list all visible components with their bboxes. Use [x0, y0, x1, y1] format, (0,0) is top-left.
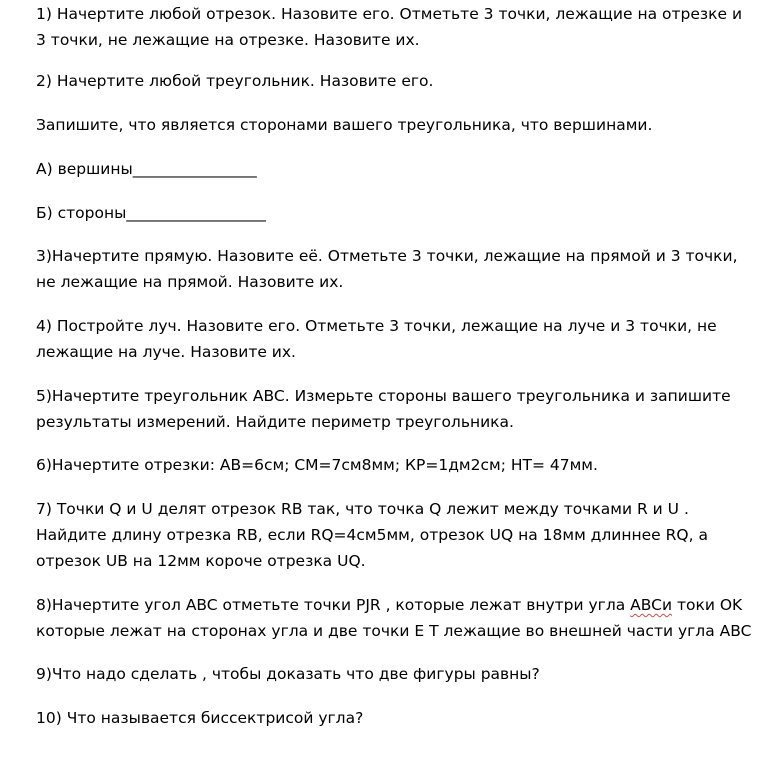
- task-9: [36, 661, 736, 687]
- task-1-line-2: 3 точки, не лежащие на отрезке. Назовите их.: [36, 31, 420, 49]
- task-3-line-1: 3)Начертите прямую. Назовите её. Отметьте 3 точки, лежащие на прямой и 3 точки,: [36, 247, 738, 265]
- answer-sides-line: Б) стороны__________________: [36, 204, 266, 222]
- task-3: [36, 243, 736, 295]
- task-7: [36, 496, 736, 574]
- task-7-line-3: отрезок UB на 12мм короче отрезка UQ.: [36, 552, 366, 570]
- spellcheck-word: ABCи: [630, 596, 673, 614]
- task-8-line-2: которые лежат на сторонах угла и две точки E T лежащие во внешней части угла ABC: [36, 622, 752, 640]
- task-2-line-1: 2) Начертите любой треугольник. Назовите его.: [36, 72, 434, 90]
- task-6: [36, 452, 736, 478]
- task-8: [36, 592, 752, 644]
- task-2-instruction: [36, 112, 736, 138]
- task-5-line-2: результаты измерений. Найдите периметр треугольника.: [36, 413, 514, 431]
- task-7-line-2: Найдите длину отрезка RB, если RQ=4см5мм, отрезок UQ на 18мм длиннее RQ, а: [36, 526, 708, 544]
- answer-vertices-line: А) вершины________________: [36, 160, 257, 178]
- task-3-line-2: не лежащие на прямой. Назовите их.: [36, 273, 344, 291]
- task-10: [36, 705, 736, 731]
- task-4-line-1: 4) Постройте луч. Назовите его. Отметьте 3 точки, лежащие на луче и 3 точки, не: [36, 317, 717, 335]
- task-5: [36, 383, 736, 435]
- task-1: [36, 1, 743, 53]
- task-10-line-1: 10) Что называется биссектрисой угла?: [36, 709, 364, 727]
- task-7-line-1: 7) Точки Q и U делят отрезок RB так, что точка Q лежит между точками R и U .: [36, 500, 689, 518]
- answer-vertices: [36, 156, 736, 182]
- task-2: [36, 68, 736, 94]
- task-6-line-1: 6)Начертите отрезки: АВ=6см; СМ=7см8мм; КР=1дм2см; НТ= 47мм.: [36, 456, 598, 474]
- task-8-line-1: [36, 592, 743, 618]
- task-8-line-1-tail: токи OK: [672, 596, 743, 614]
- task-2-instruction-line: Запишите, что является сторонами вашего треугольника, что вершинами.: [36, 116, 653, 134]
- task-8-line-1-head: 8)Начертите угол ABC отметьте точки PJR , которые лежат внутри угла: [36, 596, 631, 614]
- task-4: [36, 313, 736, 365]
- task-4-line-2: лежащие на луче. Назовите их.: [36, 343, 296, 361]
- task-9-line-1: 9)Что надо сделать , чтобы доказать что две фигуры равны?: [36, 665, 540, 683]
- answer-sides: [36, 200, 736, 226]
- task-1-line-1: 1) Начертите любой отрезок. Назовите его. Отметьте 3 точки, лежащие на отрезке и: [36, 5, 743, 23]
- task-5-line-1: 5)Начертите треугольник ABC. Измерьте стороны вашего треугольника и запишите: [36, 387, 731, 405]
